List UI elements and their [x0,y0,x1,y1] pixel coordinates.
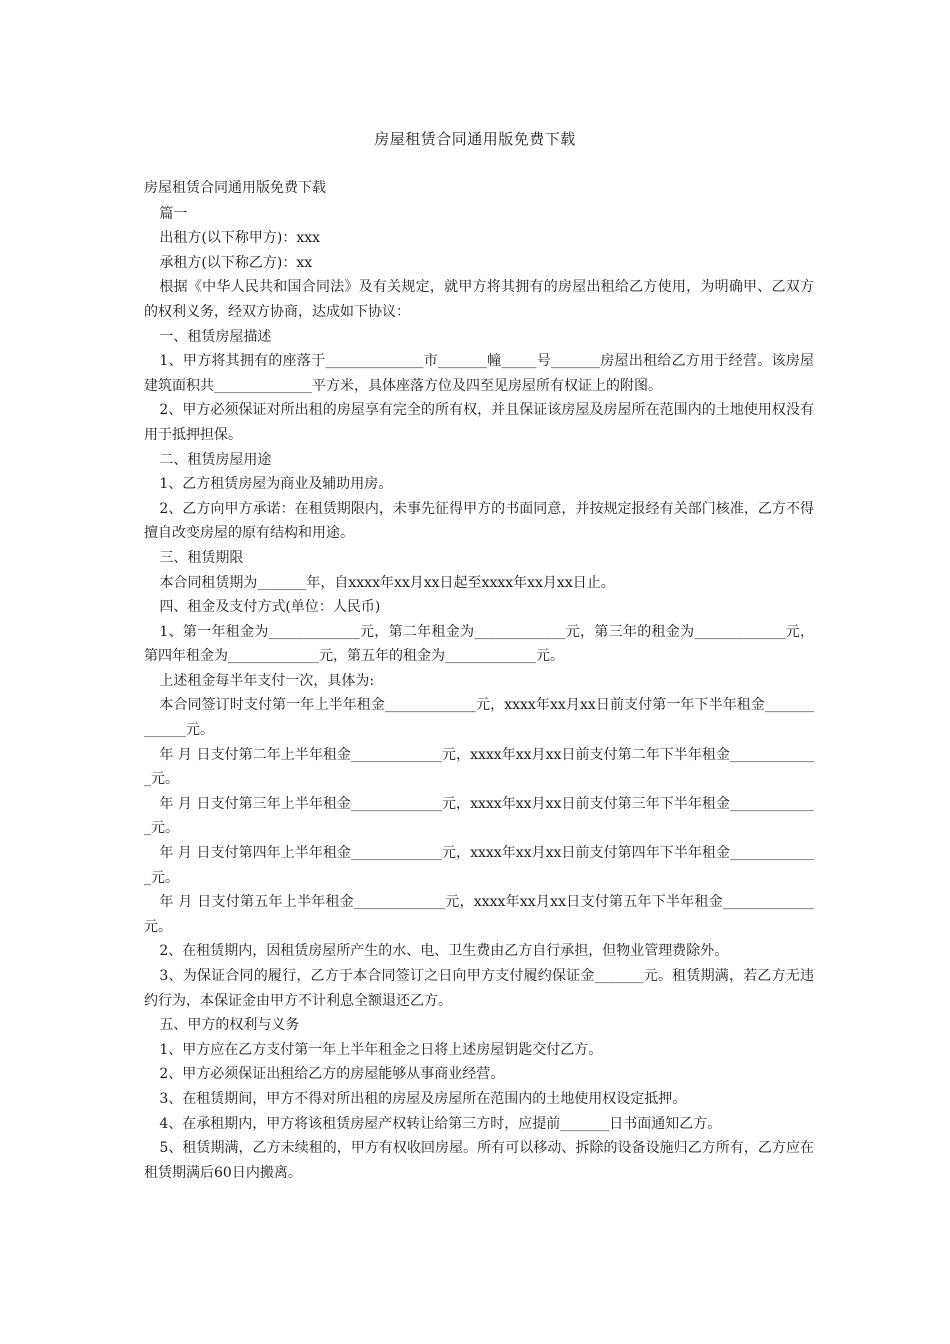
section-heading-2: 二、租赁房屋用途 [159,451,272,468]
section-label: 篇一 [159,205,188,222]
clause-2-1: 1、乙方租赁房屋为商业及辅助用房。 [159,476,393,493]
body-heading: 房屋租赁合同通用版免费下载 [144,180,326,196]
clause-5-2: 2、甲方必须保证出租给乙方的房屋能够从事商业经营。 [159,1066,505,1083]
section-heading-5: 五、甲方的权利与义务 [159,1017,300,1034]
document-title: 房屋租赁合同通用版免费下载 [374,130,576,148]
clause-5-3: 3、在租赁期间，甲方不得对所出租的房屋及房屋所在范围内的土地使用权设定抵押。 [159,1090,687,1107]
clause-4-payment-year-2: 年 月 日支付第二年上半年租金_____________元，xxxx年xx月xx日前支付第二年下半年租金_____________元。 [144,746,814,788]
clause-4-payment-year-5: 年 月 日支付第五年上半年租金_____________元，xxxx年xx月xx日支付第五年下半年租金_____________元。 [144,894,814,935]
document-body [144,176,814,1185]
clause-4-payment-year-4: 年 月 日支付第四年上半年租金_____________元，xxxx年xx月xx日前支付第四年下半年租金_____________元。 [144,845,814,886]
party-lessee: 承租方(以下称乙方)：xx [159,254,313,271]
clause-3-1: 本合同租赁期为_______年，自xxxx年xx月xx日起至xxxx年xx月xx日止。 [159,574,615,591]
clause-5-1: 1、甲方应在乙方支付第一年上半年租金之日将上述房屋钥匙交付乙方。 [159,1041,603,1058]
clause-4-payment-year-1: 本合同签订时支付第一年上半年租金_____________元，xxxx年xx月xx日前支付第一年下半年租金_____________元。 [144,697,814,739]
section-heading-4: 四、租金及支付方式(单位：人民币) [159,599,381,616]
clause-4-payment-year-3: 年 月 日支付第三年上半年租金_____________元，xxxx年xx月xx日前支付第三年下半年租金_____________元。 [144,795,814,837]
clause-4-2: 2、在租赁期内，因租赁房屋所产生的水、电、卫生费由乙方自行承担，但物业管理费除外。 [159,943,729,960]
clause-4-payment-intro: 上述租金每半年支付一次，具体为: [159,672,375,689]
section-heading-3: 三、租赁期限 [159,549,244,566]
clause-2-2: 2、乙方向甲方承诺：在租赁期限内，未事先征得甲方的书面同意，并按规定报经有关部门核准，乙方不得擅自改变房屋的原有结构和用途。 [144,500,814,542]
party-lessor: 出租方(以下称甲方)：xxx [159,230,321,247]
clause-1-1: 1、甲方将其拥有的座落于______________市_______幢_____号_______房屋出租给乙方用于经营。该房屋建筑面积共______________平方米，具体座落方位及四至见房屋所有权证上的附图。 [144,353,814,394]
clause-4-3: 3、为保证合同的履行，乙方于本合同签订之日向甲方支付履约保证金_______元。租赁期满，若乙方无违约行为，本保证金由甲方不计利息全额退还乙方。 [144,968,814,1009]
clause-1-2: 2、甲方必须保证对所出租的房屋享有完全的所有权，并且保证该房屋及房屋所在范围内的土地使用权没有用于抵押担保。 [144,402,814,443]
preamble-paragraph: 根据《中华人民共和国合同法》及有关规定，就甲方将其拥有的房屋出租给乙方使用，为明确甲、乙双方的权利义务，经双方协商，达成如下协议： [144,279,814,320]
clause-5-4: 4、在承租期内，甲方将该租赁房屋产权转让给第三方时，应提前_______日书面通知乙方。 [159,1115,722,1132]
section-heading-1: 一、租赁房屋描述 [159,328,272,345]
clause-4-1: 1、第一年租金为_____________元，第二年租金为_____________元，第三年的租金为_____________元，第四年租金为_____________元，第五年的租金为_____________元。 [144,623,814,665]
clause-5-5: 5、租赁期满，乙方未续租的，甲方有权收回房屋。所有可以移动、拆除的设备设施归乙方所有，乙方应在租赁期满后60日内搬离。 [144,1140,814,1181]
